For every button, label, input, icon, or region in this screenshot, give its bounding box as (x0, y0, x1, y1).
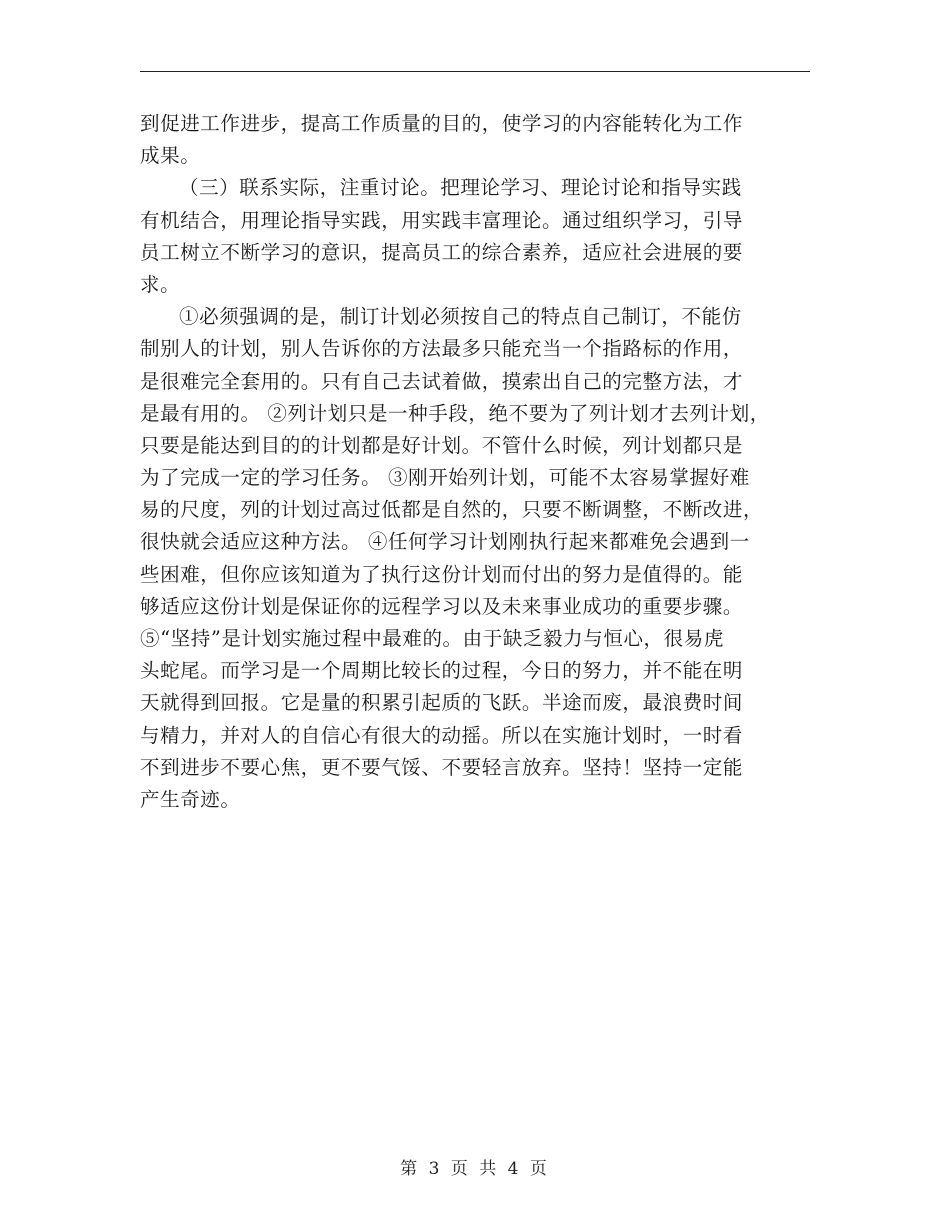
header-rule (140, 71, 810, 72)
body-line: 易的尺度，列的计划过高过低都是自然的，只要不断调整，不断改进， (140, 498, 764, 522)
body-line: 不到进步不要心焦，更不要气馁、不要轻言放弃。坚持！坚持一定能 (140, 755, 744, 779)
body-line: 天就得到回报。它是量的积累引起质的飞跃。半途而废，最浪费时间 (140, 691, 744, 715)
body-line: 求。 (140, 272, 181, 296)
body-line: 员工树立不断学习的意识，提高员工的综合素养，适应社会进展的要 (140, 240, 744, 264)
document-body (140, 108, 800, 816)
body-line: 产生奇迹。 (140, 787, 241, 811)
body-line: 到促进工作进步，提高工作质量的目的，使学习的内容能转化为工作 (140, 112, 744, 135)
body-line: 有机结合，用理论指导实践，用实践丰富理论。通过组织学习，引导 (140, 208, 744, 232)
body-line: 制别人的计划，别人告诉你的方法最多只能充当一个指路标的作用， (140, 337, 744, 361)
body-line: （三）联系实际，注重讨论。把理论学习、理论讨论和指导实践 (179, 176, 742, 200)
body-line: 够适应这份计划是保证你的远程学习以及未来事业成功的重要步骤。 (140, 594, 744, 618)
body-line: ⑤“坚持”是计划实施过程中最难的。由于缺乏毅力与恒心，很易虎 (140, 627, 724, 650)
body-line: 头蛇尾。而学习是一个周期比较长的过程，今日的努力，并不能在明 (140, 659, 744, 683)
body-line: 与精力，并对人的自信心有很大的动摇。所以在实施计划时，一时看 (140, 723, 744, 747)
page-number: 第 3 页 共 4 页 (400, 1159, 550, 1179)
body-line: ①必须强调的是，制订计划必须按自己的特点自己制订，不能仿 (179, 305, 742, 329)
body-line: 些困难，但你应该知道为了执行这份计划而付出的努力是值得的。能 (140, 562, 744, 586)
body-line: 很快就会适应这种方法。 ④任何学习计划刚执行起来都难免会遇到一 (140, 530, 750, 554)
body-line: 成果。 (140, 144, 201, 168)
body-line: 是最有用的。 ②列计划只是一种手段，绝不要为了列计划才去列计划， (140, 401, 770, 425)
body-line: 为了完成一定的学习任务。 ③刚开始列计划，可能不太容易掌握好难 (140, 466, 750, 490)
body-line: 是很难完全套用的。只有自己去试着做，摸索出自己的完整方法，才 (140, 369, 744, 393)
body-line: 只要是能达到目的的计划都是好计划。不管什么时候，列计划都只是 (140, 433, 744, 457)
